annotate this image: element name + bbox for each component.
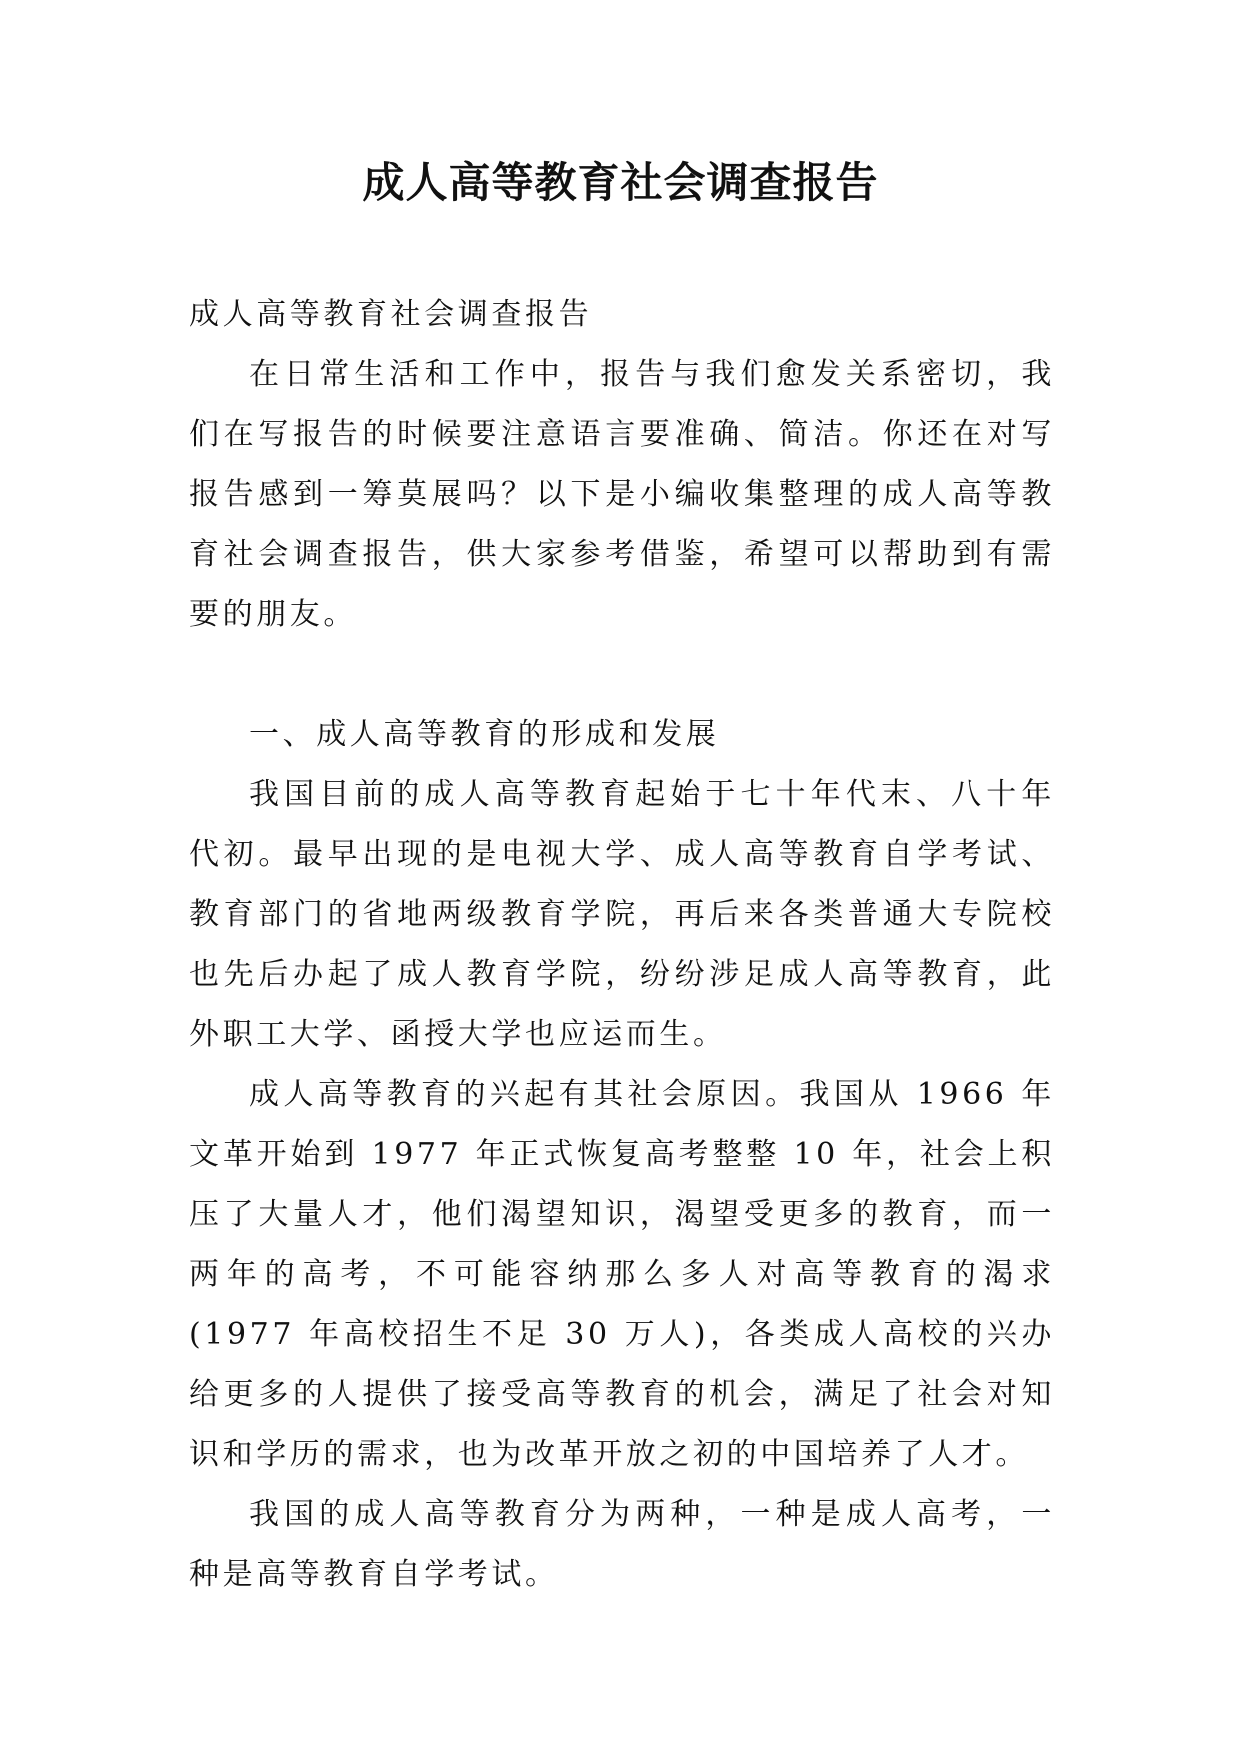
- section-heading: 一、成人高等教育的形成和发展: [249, 717, 720, 752]
- body-paragraph: 成人高等教育的兴起有其社会原因。我国从 1966 年文革开始到 1977 年正式恢复高考整整 10 年，社会上积压了大量人才，他们渴望知识，渴望受更多的教育，而一两年的高考，不可能容纳那么多人对高等教育的渴求(1977 年高校招生不足 30 万人)，各类成人高校的兴办给更多的人提供了接受高等教育的机会，满足了社会对知识和学历的需求，也为改革开放之初的中国培养了人才。: [189, 1077, 1055, 1472]
- body-paragraph: 我国目前的成人高等教育起始于七十年代末、八十年代初。最早出现的是电视大学、成人高等教育自学考试、教育部门的省地两级教育学院，再后来各类普通大专院校也先后办起了成人教育学院，纷纷涉足成人高等教育，此外职工大学、函授大学也应运而生。: [189, 777, 1055, 1052]
- document-subtitle: 成人高等教育社会调查报告: [189, 297, 593, 332]
- intro-paragraph: 在日常生活和工作中，报告与我们愈发关系密切，我们在写报告的时候要注意语言要准确、简洁。你还在对写报告感到一筹莫展吗？以下是小编收集整理的成人高等教育社会调查报告，供大家参考借鉴，希望可以帮助到有需要的朋友。: [189, 357, 1055, 632]
- section-spacer: [189, 645, 1055, 705]
- document-title: 成人高等教育社会调查报告: [362, 158, 879, 207]
- document-body: [189, 285, 1055, 1605]
- body-paragraph: 我国的成人高等教育分为两种，一种是成人高考，一种是高等教育自学考试。: [189, 1497, 1055, 1592]
